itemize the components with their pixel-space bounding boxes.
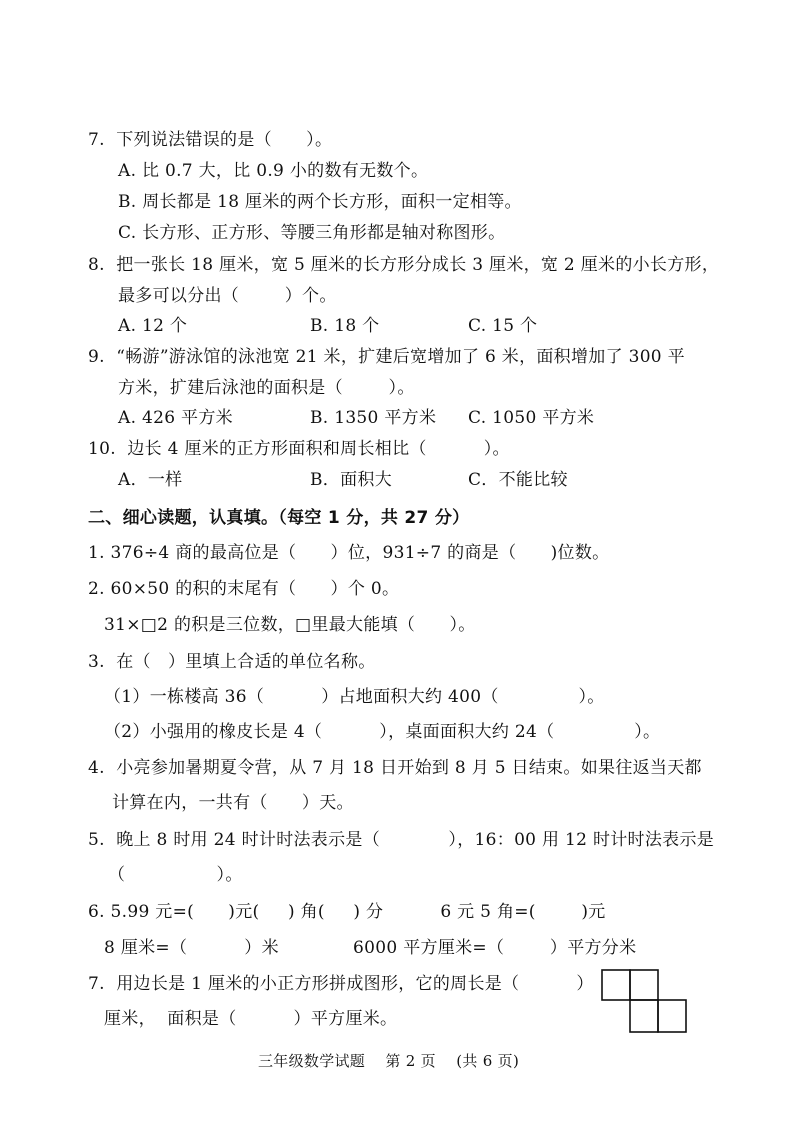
grid-square: [602, 970, 630, 1000]
fill-7-line-2: 厘米， 面积是（ ）平方厘米。: [104, 1009, 398, 1029]
question-7-option-a: A. 比 0.7 大，比 0.9 小的数有无数个。: [118, 161, 429, 181]
section-2-heading: 二、细心读题，认真填。（每空 1 分，共 27 分）: [88, 508, 470, 528]
question-9-option-a: A. 426 平方米: [118, 408, 233, 428]
question-8-option-c: C. 15 个: [468, 316, 538, 336]
question-7-option-b: B. 周长都是 18 厘米的两个长方形，面积一定相等。: [118, 192, 522, 212]
fill-3-item-1: （1）一栋楼高 36（ ）占地面积大约 400（ ）。: [104, 687, 605, 707]
fill-1: 1. 376÷4 商的最高位是（ ）位，931÷7 的商是（ )位数。: [88, 543, 610, 563]
grid-square: [630, 970, 658, 1000]
question-7: 7. 下列说法错误的是（ ）。: [88, 130, 333, 150]
question-8-line-1: 8. 把一张长 18 厘米，宽 5 厘米的长方形分成长 3 厘米，宽 2 厘米的小长方形，: [88, 255, 720, 275]
question-8-option-b: B. 18 个: [310, 316, 380, 336]
question-9-option-c: C. 1050 平方米: [468, 408, 595, 428]
grid-square: [630, 1000, 658, 1032]
fill-2b: 31×□2 的积是三位数，□里最大能填（ ）。: [104, 615, 476, 635]
fill-2: 2. 60×50 的积的末尾有（ ）个 0。: [88, 579, 400, 599]
question-8-line-2: 最多可以分出（ ）个。: [118, 286, 337, 306]
fill-3: 3. 在（ ）里填上合适的单位名称。: [88, 652, 376, 672]
question-9-option-b: B. 1350 平方米: [310, 408, 437, 428]
question-10: 10. 边长 4 厘米的正方形面积和周长相比（ ）。: [88, 439, 510, 459]
question-10-option-c: C．不能比较: [468, 470, 568, 490]
fill-7-line-1: 7. 用边长是 1 厘米的小正方形拼成图形，它的周长是（ ）: [88, 974, 594, 994]
question-10-option-b: B．面积大: [310, 470, 392, 490]
page-footer: 三年级数学试题 第 2 页 (共 6 页): [258, 1052, 520, 1070]
question-9-line-2: 方米，扩建后泳池的面积是（ ）。: [118, 378, 415, 398]
question-7-option-c: C. 长方形、正方形、等腰三角形都是轴对称图形。: [118, 223, 506, 243]
fill-3-item-2: （2）小强用的橡皮长是 4（ ），桌面面积大约 24（ ）。: [104, 722, 661, 742]
fill-4-line-2: 计算在内，一共有（ ）天。: [112, 793, 354, 813]
question-8-option-a: A. 12 个: [118, 316, 188, 336]
fill-5-line-1: 5. 晚上 8 时用 24 时计时法表示是（ ），16：00 用 12 时计时法表示是: [88, 830, 715, 850]
fill-5-line-2: （ ）。: [108, 865, 243, 885]
question-10-option-a: A．一样: [118, 470, 183, 490]
fill-4-line-1: 4. 小亮参加暑期夏令营，从 7 月 18 日开始到 8 月 5 日结束。如果往返当天都: [88, 758, 702, 778]
question-9-line-1: 9. “畅游”游泳馆的泳池宽 21 米，扩建后宽增加了 6 米，面积增加了 300 平: [88, 347, 685, 367]
fill-6-line-2: 8 厘米=（ ）米 6000 平方厘米=（ ）平方分米: [104, 938, 637, 958]
fill-6-line-1: 6. 5.99 元=( )元( ) 角( ) 分 6 元 5 角=( )元: [88, 902, 606, 922]
square-grid-figure: [600, 968, 690, 1036]
grid-square: [658, 1000, 686, 1032]
